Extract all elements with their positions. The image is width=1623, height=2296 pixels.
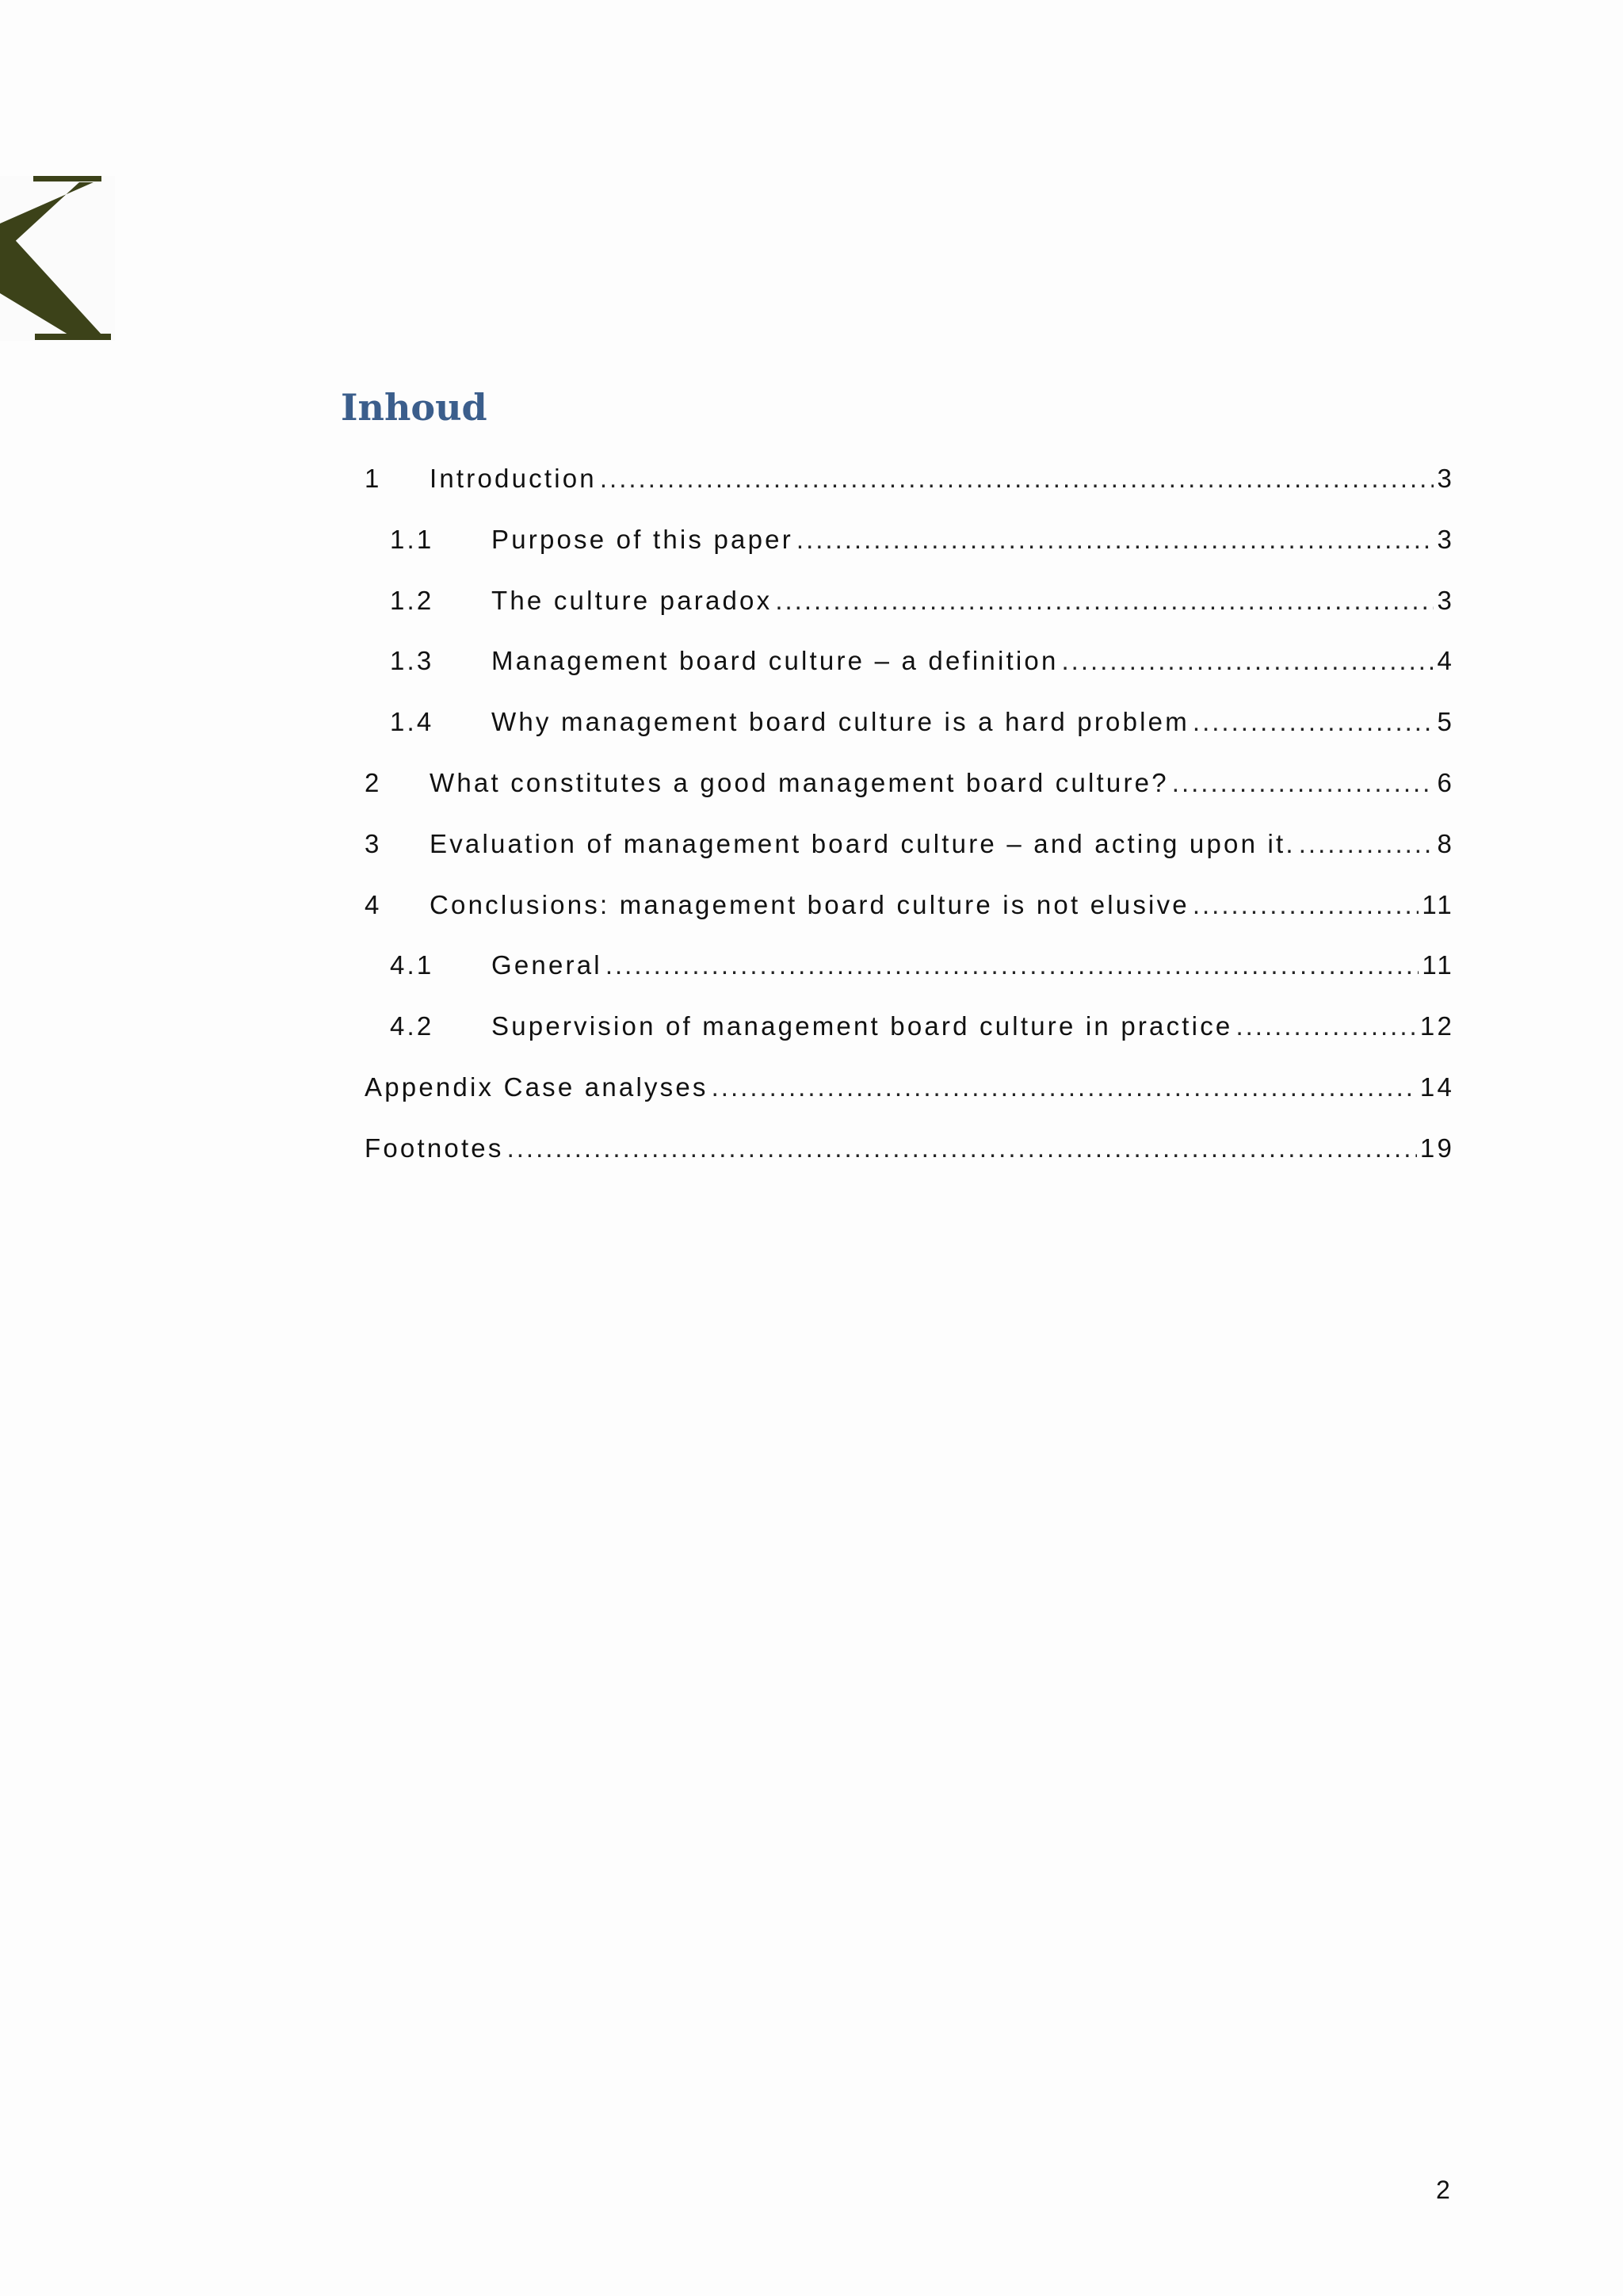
toc-entry-number: 3 xyxy=(365,828,382,858)
toc-dot-leader xyxy=(600,464,1434,494)
toc-entry-number: 1.1 xyxy=(390,524,434,554)
toc-entry-number: 4.2 xyxy=(390,1011,434,1041)
toc-entry-label: Introduction xyxy=(430,464,597,493)
toc-dot-leader xyxy=(1172,768,1434,798)
toc-entry-label: The culture paradox xyxy=(491,585,773,615)
toc-entry-label: Footnotes xyxy=(365,1133,504,1163)
toc-dot-leader xyxy=(775,586,1434,616)
toc-entry-label: Appendix Case analyses xyxy=(365,1072,708,1102)
toc-entry[interactable] xyxy=(365,768,1454,829)
toc-entry[interactable] xyxy=(365,646,1454,707)
page-number: 2 xyxy=(1436,2176,1450,2204)
toc-entry[interactable] xyxy=(365,707,1454,768)
toc-entry[interactable] xyxy=(365,950,1454,1011)
toc-entry-page: 8 xyxy=(1437,828,1454,858)
toc-entry[interactable] xyxy=(365,1072,1454,1133)
toc-entry-label: General xyxy=(491,950,602,980)
toc-entry-page: 19 xyxy=(1419,1133,1454,1163)
toc-entry-page: 11 xyxy=(1422,889,1454,919)
logo-k-icon xyxy=(0,176,115,341)
toc-entry-page: 6 xyxy=(1437,767,1454,797)
toc-entry-page: 5 xyxy=(1437,707,1454,737)
toc-entry[interactable] xyxy=(365,586,1454,647)
toc-dot-leader xyxy=(712,1072,1417,1102)
toc-entry[interactable] xyxy=(365,1133,1454,1194)
toc-entry-page: 3 xyxy=(1437,585,1454,615)
toc-entry-label: What constitutes a good management board culture? xyxy=(430,767,1169,797)
toc-dot-leader xyxy=(507,1133,1417,1163)
toc-entry-label: Conclusions: management board culture is not elusive xyxy=(430,889,1190,919)
toc-entry-label: Management board culture – a definition xyxy=(491,646,1059,676)
toc-entry-page: 14 xyxy=(1419,1072,1454,1102)
toc-heading: Inhoud xyxy=(341,386,487,429)
toc-entry-number: 1.2 xyxy=(390,585,434,615)
toc-entry-page: 12 xyxy=(1419,1011,1454,1041)
table-of-contents xyxy=(365,464,1454,1194)
toc-entry-page: 3 xyxy=(1437,464,1454,493)
toc-entry-page: 4 xyxy=(1437,646,1454,676)
toc-dot-leader xyxy=(1299,829,1434,859)
toc-entry[interactable] xyxy=(365,1011,1454,1072)
toc-dot-leader xyxy=(605,950,1419,980)
toc-dot-leader xyxy=(1193,707,1434,737)
toc-dot-leader xyxy=(1062,646,1434,676)
toc-entry-page: 11 xyxy=(1422,950,1454,980)
toc-entry-number: 1 xyxy=(365,464,382,493)
toc-entry-page: 3 xyxy=(1437,524,1454,554)
toc-dot-leader xyxy=(1235,1011,1416,1041)
toc-entry-number: 2 xyxy=(365,767,382,797)
toc-entry[interactable] xyxy=(365,890,1454,951)
toc-entry-label: Purpose of this paper xyxy=(491,524,793,554)
toc-entry-label: Evaluation of management board culture – and acting upon it. xyxy=(430,828,1296,858)
toc-dot-leader xyxy=(796,525,1434,555)
toc-entry-label: Why management board culture is a hard problem xyxy=(491,707,1190,737)
toc-entry-number: 4 xyxy=(365,889,382,919)
toc-entry[interactable] xyxy=(365,829,1454,890)
toc-entry-number: 1.4 xyxy=(390,707,434,737)
toc-entry-number: 1.3 xyxy=(390,646,434,676)
toc-entry-label: Supervision of management board culture in practice xyxy=(491,1011,1233,1041)
toc-dot-leader xyxy=(1193,890,1419,920)
toc-entry[interactable] xyxy=(365,525,1454,586)
toc-entry[interactable] xyxy=(365,464,1454,525)
toc-entry-number: 4.1 xyxy=(390,950,434,980)
